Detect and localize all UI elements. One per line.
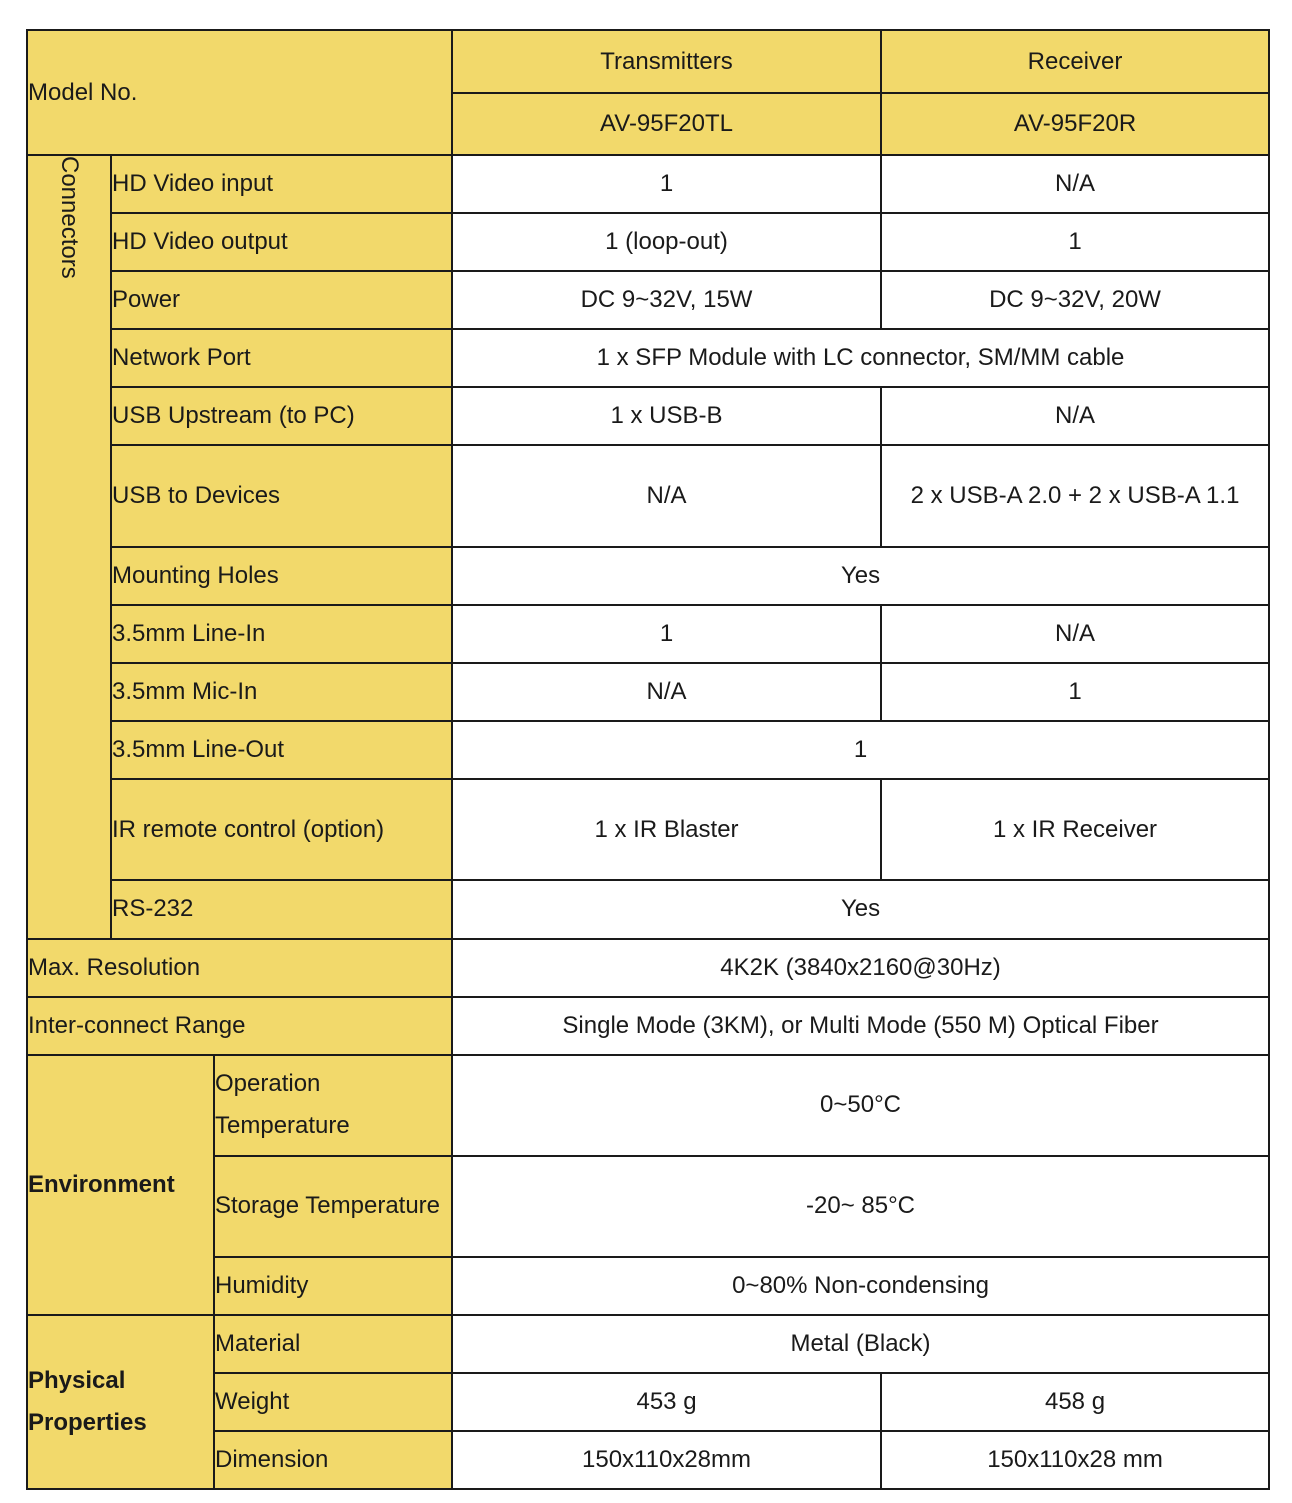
rx-value: N/A <box>881 387 1269 445</box>
table-row <box>27 1156 1269 1257</box>
shared-value: -20~ 85°C <box>452 1156 1269 1257</box>
model-no-label: Model No. <box>27 30 452 155</box>
row-label: 3.5mm Line-Out <box>111 721 452 779</box>
row-label: RS-232 <box>111 880 452 938</box>
rx-value: N/A <box>881 155 1269 213</box>
row-label: USB Upstream (to PC) <box>111 387 452 445</box>
row-label: Power <box>111 271 452 329</box>
row-label: Material <box>214 1315 452 1373</box>
shared-value: Yes <box>452 547 1269 605</box>
table-row <box>27 1257 1269 1315</box>
shared-value: 1 <box>452 721 1269 779</box>
rx-value: 458 g <box>881 1373 1269 1431</box>
table-row <box>27 329 1269 387</box>
rx-value: N/A <box>881 605 1269 663</box>
shared-value: Yes <box>452 880 1269 938</box>
tx-value: 1 (loop-out) <box>452 213 881 271</box>
table-row <box>27 1055 1269 1156</box>
rx-value: 1 <box>881 663 1269 721</box>
tx-value: 1 x USB-B <box>452 387 881 445</box>
table-row <box>27 1373 1269 1431</box>
tx-value: 453 g <box>452 1373 881 1431</box>
table-row <box>27 939 1269 997</box>
rx-value: 1 <box>881 213 1269 271</box>
row-label: Weight <box>214 1373 452 1431</box>
connectors-group-label: Connectors <box>27 155 111 938</box>
tx-value: 1 <box>452 155 881 213</box>
row-label: 3.5mm Mic-In <box>111 663 452 721</box>
environment-group-label: Environment <box>27 1055 214 1315</box>
table-row <box>27 605 1269 663</box>
rx-value: 2 x USB-A 2.0 + 2 x USB-A 1.1 <box>881 445 1269 547</box>
receiver-model: AV-95F20R <box>881 93 1269 155</box>
interconnect-value: Single Mode (3KM), or Multi Mode (550 M) Optical Fiber <box>452 997 1269 1055</box>
table-row <box>27 547 1269 605</box>
table-row <box>27 1315 1269 1373</box>
shared-value: 0~50°C <box>452 1055 1269 1156</box>
shared-value: 1 x SFP Module with LC connector, SM/MM cable <box>452 329 1269 387</box>
interconnect-label: Inter-connect Range <box>27 997 452 1055</box>
max-resolution-label: Max. Resolution <box>27 939 452 997</box>
row-label: HD Video input <box>111 155 452 213</box>
tx-value: 1 <box>452 605 881 663</box>
table-row <box>27 880 1269 938</box>
tx-value: 1 x IR Blaster <box>452 779 881 880</box>
table-row <box>27 155 1269 213</box>
row-label: 3.5mm Line-In <box>111 605 452 663</box>
table-row <box>27 663 1269 721</box>
row-label: Humidity <box>214 1257 452 1315</box>
tx-value: N/A <box>452 445 881 547</box>
row-label: Operation Temperature <box>214 1055 452 1156</box>
row-label: Dimension <box>214 1431 452 1489</box>
max-resolution-value: 4K2K (3840x2160@30Hz) <box>452 939 1269 997</box>
row-label: IR remote control (option) <box>111 779 452 880</box>
physical-group-label: Physical Properties <box>27 1315 214 1489</box>
row-label: USB to Devices <box>111 445 452 547</box>
table-row <box>27 387 1269 445</box>
tx-value: DC 9~32V, 15W <box>452 271 881 329</box>
row-label: Network Port <box>111 329 452 387</box>
table-row <box>27 213 1269 271</box>
transmitters-header: Transmitters <box>452 30 881 93</box>
table-row <box>27 445 1269 547</box>
table-row <box>27 271 1269 329</box>
rx-value: DC 9~32V, 20W <box>881 271 1269 329</box>
rx-value: 1 x IR Receiver <box>881 779 1269 880</box>
row-label: HD Video output <box>111 213 452 271</box>
shared-value: Metal (Black) <box>452 1315 1269 1373</box>
rx-value: 150x110x28 mm <box>881 1431 1269 1489</box>
row-label: Storage Temperature <box>214 1156 452 1257</box>
table-row <box>27 997 1269 1055</box>
tx-value: N/A <box>452 663 881 721</box>
table-row <box>27 721 1269 779</box>
shared-value: 0~80% Non-condensing <box>452 1257 1269 1315</box>
receiver-header: Receiver <box>881 30 1269 93</box>
row-label: Mounting Holes <box>111 547 452 605</box>
tx-value: 150x110x28mm <box>452 1431 881 1489</box>
spec-table <box>26 29 1270 1490</box>
table-row <box>27 1431 1269 1489</box>
table-row <box>27 779 1269 880</box>
transmitter-model: AV-95F20TL <box>452 93 881 155</box>
